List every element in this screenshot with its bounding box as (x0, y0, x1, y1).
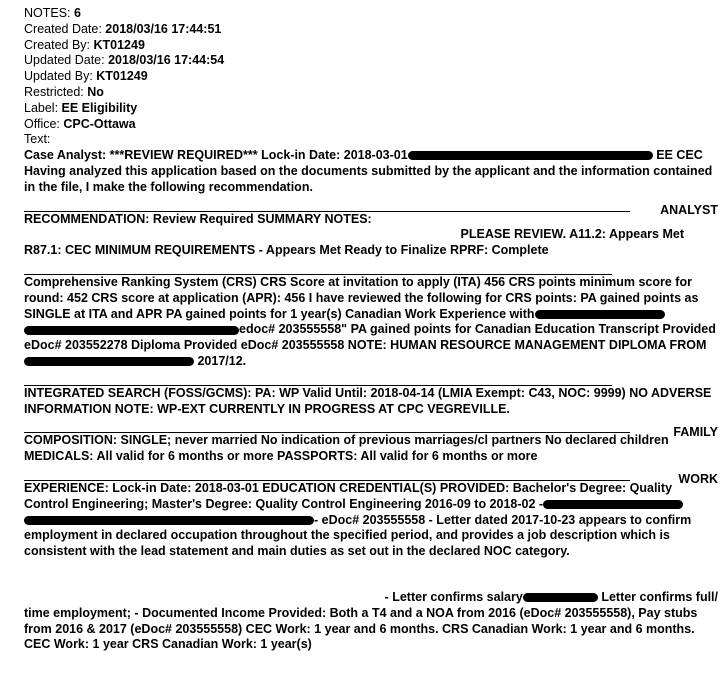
label-value: EE Eligibility (61, 100, 138, 115)
r87-paragraph: R87.1: CEC MINIMUM REQUIREMENTS - Appears Met Ready to Finalize RPRF: Complete (24, 243, 549, 258)
salary-text-cont: Letter confirms full/ (601, 589, 718, 604)
crs-text-cont: edoc# 203555558" PA gained points for Canadian Education Transcript Provided eDoc# 203552278 Diploma Provided eDoc# 203555558 NOTE: HUMAN RESOURCE MANAGEMENT DIPLOMA FROM (24, 322, 716, 353)
notes-value: 6 (74, 6, 81, 20)
restricted-label: Restricted: (24, 84, 88, 99)
experience-text-cont: - eDoc# 203555558 - Letter dated 2017-10-23 appears to confirm employment in declared occupation throughout the specified period, and provides a job description which is consistent with the lead statement and main duties as set out in the declared NOC category. (24, 512, 692, 559)
notes-label: NOTES: (24, 6, 75, 20)
created-date-row (24, 22, 718, 38)
analyst-heading: ANALYST (660, 202, 718, 217)
redaction-mark (24, 326, 239, 335)
created-date-value: 2018/03/16 17:44:51 (105, 21, 222, 36)
updated-date-label: Updated Date: (24, 53, 109, 68)
composition-paragraph: COMPOSITION: SINGLE; never married No indication of previous marriages/cl partners No declared children MEDICALS: All valid for 6 months or more PASSPORTS: All valid for 6 months or more (24, 433, 669, 464)
restricted-row (24, 85, 718, 101)
created-by-row (24, 38, 718, 54)
integrated-search-paragraph: INTEGRATED SEARCH (FOSS/GCMS): PA: WP Valid Until: 2018-04-14 (LMIA Exempt: C43, NOC: 9999) NO ADVERSE INFORMATION NOTE: WP-EXT CURRENTLY IN PROGRESS AT CPC VEGREVILLE. (24, 385, 712, 416)
updated-by-label: Updated By: (24, 69, 97, 84)
experience-paragraph (24, 481, 718, 560)
updated-by-row (24, 69, 718, 85)
recommendation-paragraph: RECOMMENDATION: Review Required SUMMARY NOTES: (24, 211, 372, 226)
office-label: Office: (24, 116, 64, 131)
salary-text: - Letter confirms salary (384, 589, 523, 604)
work-divider (24, 465, 718, 487)
integrated-divider (24, 370, 612, 386)
employment-paragraph: time employment; - Documented Income Provided: Both a T4 and a NOA from 2016 (eDoc# 203555558), Pay stubs from 2016 & 2017 (eDoc# 203555558) CEC Work: 1 year and 6 months. CRS Canadian Work: 1 year and 6 months. CEC Work: 1 year CRS Canadian Work: 1 year(s) (24, 605, 698, 652)
crs-divider (24, 259, 612, 275)
restricted-value: No (87, 84, 104, 99)
family-heading: FAMILY (673, 424, 718, 439)
created-by-value: KT01249 (93, 37, 145, 52)
crs-text: Comprehensive Ranking System (CRS) CRS Score at invitation to apply (ITA) 456 CRS points minimum score for round: 452 CRS score at application (APR): 456 I have reviewed the following for CRS points: PA gained points as SINGLE at ITA and APR PA gained points for 1 year(s) Canadian Work Experience with (24, 274, 699, 321)
notes-row (24, 6, 718, 22)
updated-date-value: 2018/03/16 17:44:54 (108, 53, 225, 68)
work-heading: WORK (678, 472, 718, 487)
label-label: Label: (24, 100, 62, 115)
metadata-block (24, 6, 718, 148)
created-by-label: Created By: (24, 37, 94, 52)
review-paragraph: PLEASE REVIEW. A11.2: Appears Met (460, 227, 684, 242)
note-body (24, 148, 718, 653)
salary-paragraph (24, 590, 718, 606)
redaction-mark (24, 357, 194, 366)
updated-date-row (24, 53, 718, 69)
crs-text-end: 2017/12. (197, 353, 247, 368)
created-date-label: Created Date: (24, 21, 106, 36)
case-analyst-text-cont: EE CEC Having analyzed this application based on the documents submitted by the applicant and the information contained in the file, I make the following recommendation. (24, 148, 713, 194)
updated-by-value: KT01249 (96, 69, 148, 84)
label-row (24, 101, 718, 117)
office-value: CPC-Ottawa (63, 116, 136, 131)
redaction-mark (408, 151, 653, 160)
case-analyst-text: Case Analyst: ***REVIEW REQUIRED*** Lock-in Date: 2018-03-01 (24, 148, 408, 163)
case-note-document (24, 6, 718, 653)
crs-paragraph (24, 275, 718, 370)
experience-text: EXPERIENCE: Lock-in Date: 2018-03-01 EDUCATION CREDENTIAL(S) PROVIDED: Bachelor's Degree: Quality Control Engineering; Master's Degree: Quality Control Engineering 2016-09 to 2018-02 - (24, 480, 673, 511)
redaction-mark (543, 500, 683, 509)
spacer (24, 560, 718, 590)
redaction-mark (535, 310, 665, 319)
text-label: Text: (24, 132, 51, 147)
family-divider (24, 417, 718, 439)
redaction-mark (24, 516, 314, 525)
office-row (24, 117, 718, 133)
redaction-mark (523, 593, 598, 602)
case-analyst-paragraph (24, 148, 718, 195)
analyst-divider (24, 196, 718, 217)
